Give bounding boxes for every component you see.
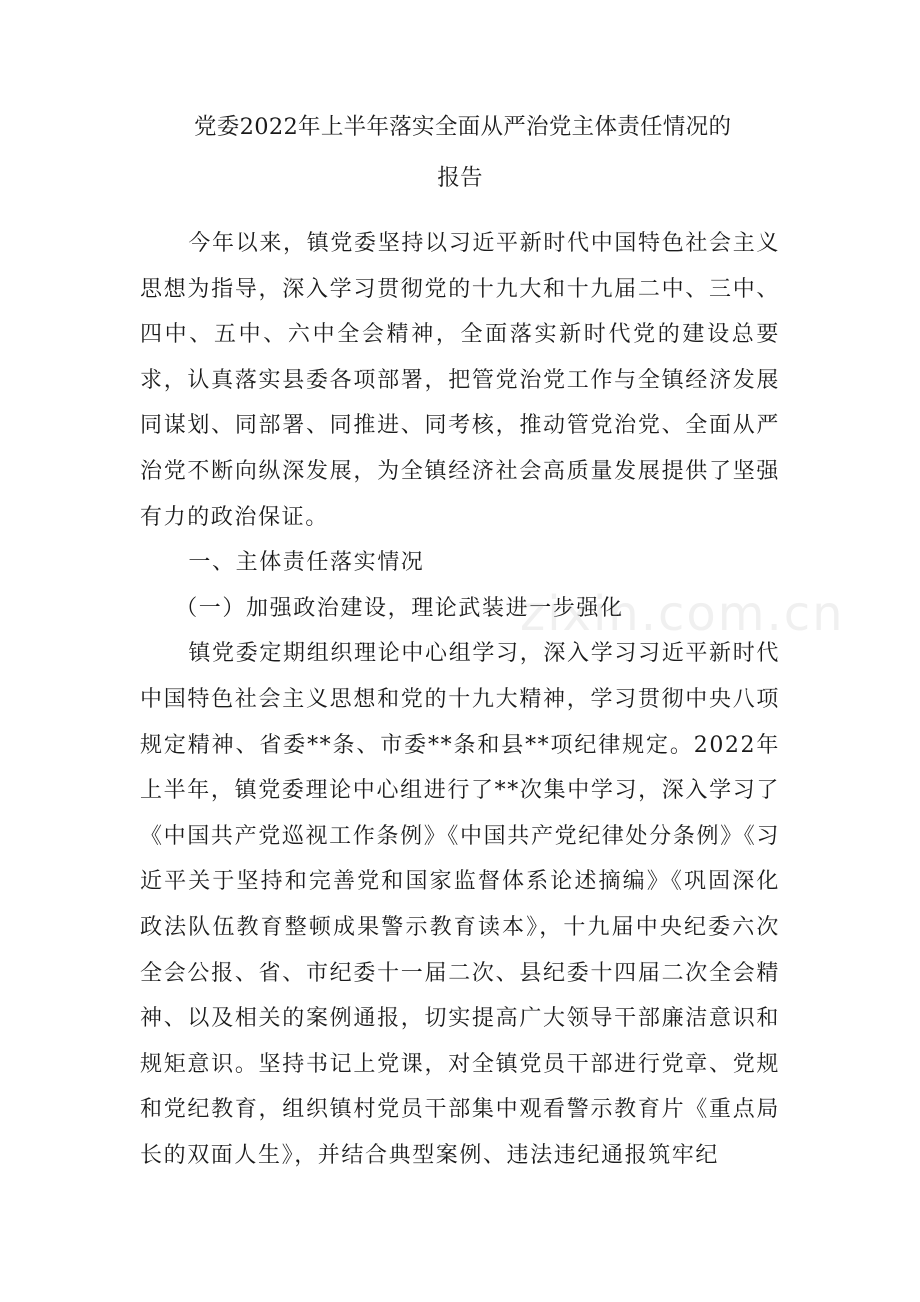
watermark-text: zixin.com.cn bbox=[520, 586, 845, 642]
body-paragraph: 镇党委定期组织理论中心组学习，深入学习习近平新时代中国特色社会主义思想和党的十九大精神，学习贯彻中央八项规定精神、省委**条、市委**条和县**项纪律规定。2022年上半年，镇党委理论中心组进行了**次集中学习，深入学习了《中国共产党巡视工作条例》《中国共产党纪律处分条例》《习近平关于坚持和完善党和国家监督体系论述摘编》《巩固深化政法队伍教育整顿成果警示教育读本》，十九届中央纪委六次全会公报、省、市纪委十一届二次、县纪委十四届二次全会精神、以及相关的案例通报，切实提高广大领导干部廉洁意识和规矩意识。坚持书记上党课，对全镇党员干部进行党章、党规和党纪教育，组织镇村党员干部集中观看警示教育片《重点局长的双面人生》，并结合典型案例、违法违纪通报筑牢纪 bbox=[140, 641, 780, 1168]
document-title-line2: 报告 bbox=[437, 165, 483, 191]
document-body bbox=[140, 221, 780, 1178]
document-title-line1: 党委2022年上半年落实全面从严治党主体责任情况的 bbox=[194, 114, 732, 140]
section-heading: 一、主体责任落实情况 bbox=[188, 550, 425, 576]
intro-paragraph: 今年以来，镇党委坚持以习近平新时代中国特色社会主义思想为指导，深入学习贯彻党的十九大和十九届二中、三中、四中、五中、六中全会精神，全面落实新时代党的建设总要求，认真落实县委各项部署，把管党治党工作与全镇经济发展同谋划、同部署、同推进、同考核，推动管党治党、全面从严治党不断向纵深发展，为全镇经济社会高质量发展提供了坚强有力的政治保证。 bbox=[140, 231, 780, 530]
subsection-heading: （一）加强政治建设，理论武装进一步强化 bbox=[175, 595, 624, 621]
